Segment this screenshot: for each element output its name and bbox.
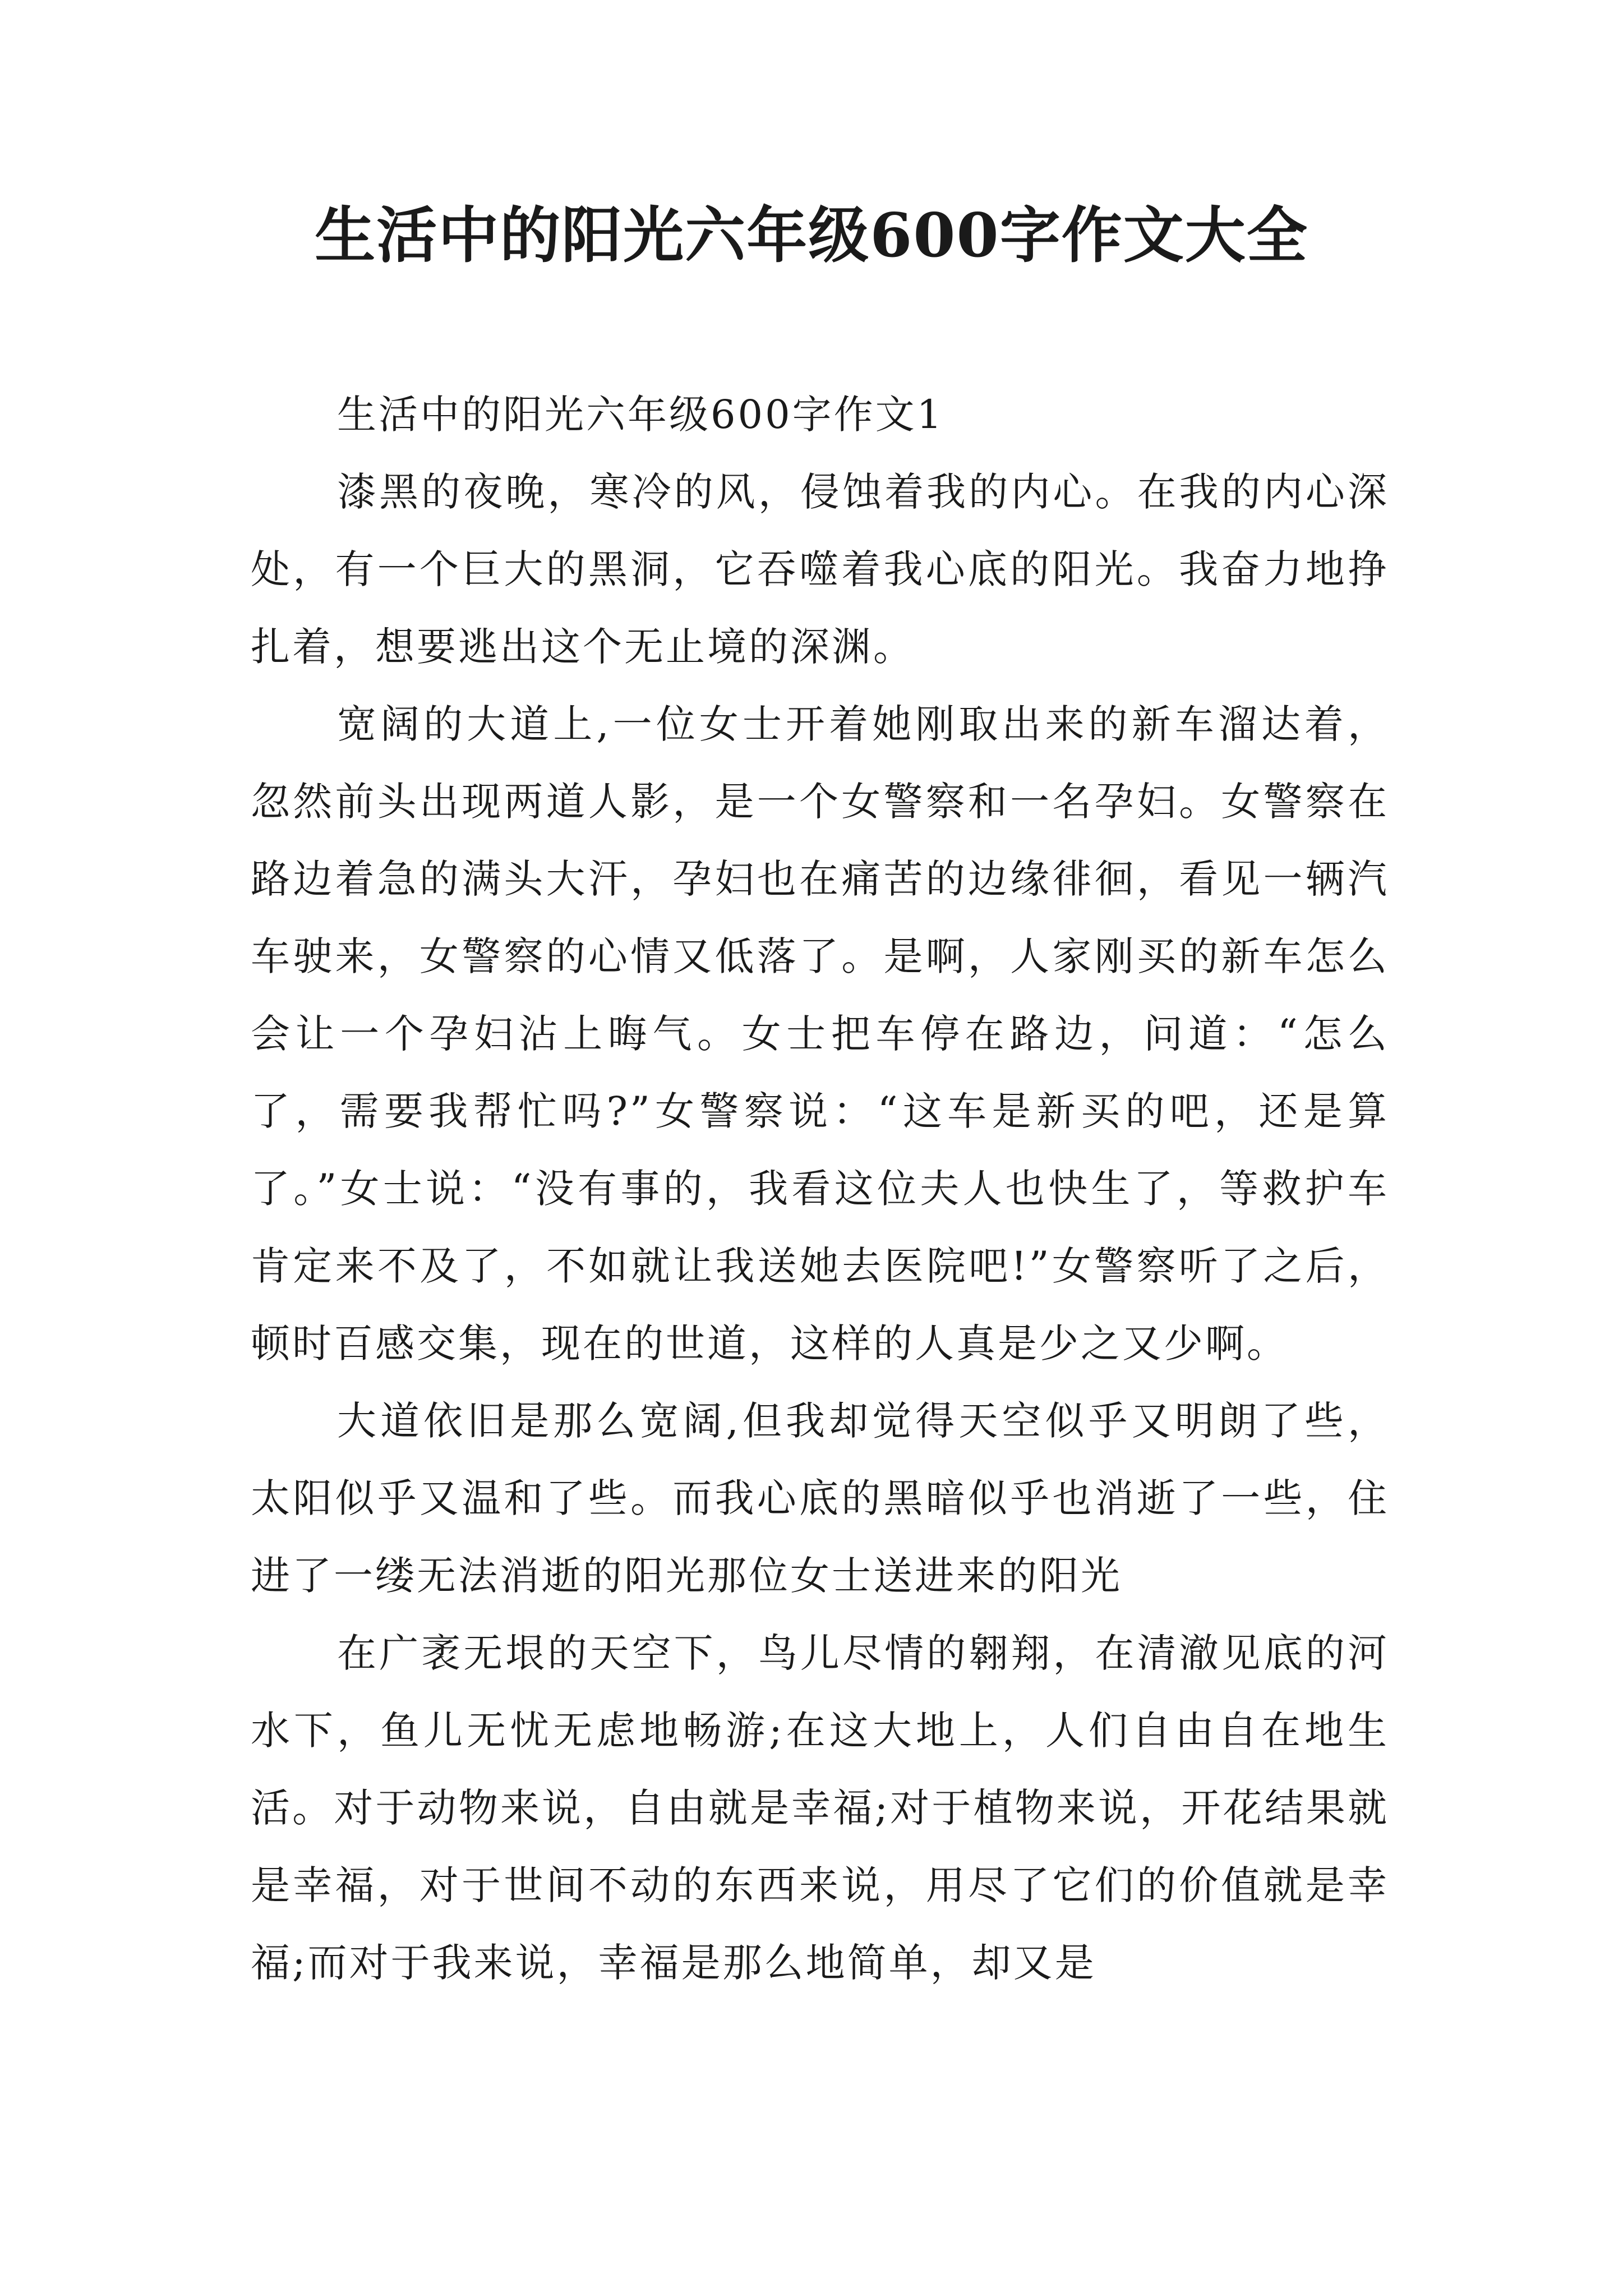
document-title: 生活中的阳光六年级600字作文大全 bbox=[315, 200, 1308, 271]
essay-heading: 生活中的阳光六年级600字作文1 bbox=[337, 392, 944, 438]
paragraph: 大道依旧是那么宽阔,但我却觉得天空似乎又明朗了些，太阳似乎又温和了些。而我心底的黑暗似乎也消逝了一些，住进了一缕无法消逝的阳光那位女士送进来的阳光 bbox=[251, 1398, 1389, 1599]
paragraph: 宽阔的大道上,一位女士开着她刚取出来的新车溜达着，忽然前头出现两道人影，是一个女警察和一名孕妇。女警察在路边着急的满头大汗，孕妇也在痛苦的边缘徘徊，看见一辆汽车驶来，女警察的心情又低落了。是啊，人家刚买的新车怎么会让一个孕妇沾上晦气。女士把车停在路边，问道：“怎么了，需要我帮忙吗?”女警察说：“这车是新买的吧，还是算了。”女士说：“没有事的，我看这位夫人也快生了，等救护车肯定来不及了，不如就让我送她去医院吧!”女警察听了之后，顿时百感交集，现在的世道，这样的人真是少之又少啊。 bbox=[251, 701, 1389, 1366]
paragraph: 在广袤无垠的天空下，鸟儿尽情的翱翔，在清澈见底的河水下，鱼儿无忧无虑地畅游;在这大地上，人们自由自在地生活。对于动物来说，自由就是幸福;对于植物来说，开花结果就是幸福，对于世间不动的东西来说，用尽了它们的价值就是幸福;而对于我来说，幸福是那么地简单，却又是 bbox=[251, 1630, 1389, 1986]
document-body bbox=[251, 376, 1389, 2001]
paragraph: 漆黑的夜晚，寒冷的风，侵蚀着我的内心。在我的内心深处，有一个巨大的黑洞，它吞噬着我心底的阳光。我奋力地挣扎着，想要逃出这个无止境的深渊。 bbox=[251, 469, 1389, 670]
